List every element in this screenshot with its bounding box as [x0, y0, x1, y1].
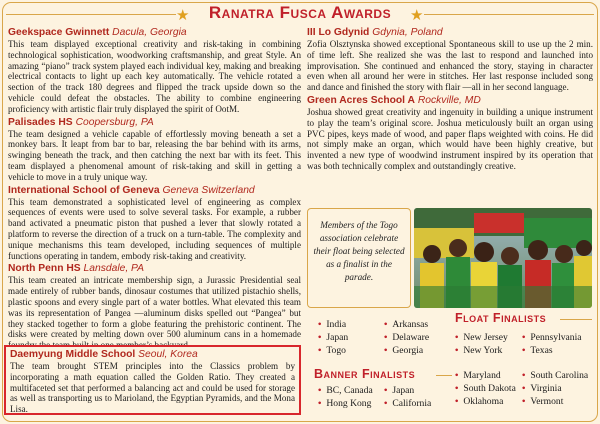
award-entry [8, 27, 301, 115]
award-entry [8, 185, 301, 262]
float-finalists-heading: Float Finalists [455, 311, 547, 325]
header [0, 0, 600, 30]
entry-description: The team brought STEM principles into the Classics problem by incorporating a math equation called the Golden Ratio. They created a multifaceted set that performed a balancing act and could be used for storage as well as transporting us to Marioland, the Egyptian Pyramids, and the Mona Lisa. [10, 361, 295, 415]
banner-finalists-col3 [455, 369, 516, 408]
team-location: Rockville, MD [417, 94, 481, 106]
team-name: Green Acres School A [307, 94, 415, 106]
list-item: • Hong Kong [318, 397, 373, 410]
star-icon: ★ [176, 6, 190, 24]
banner-heading-rule [436, 375, 452, 376]
award-entry [8, 117, 301, 183]
team-name: International School of Geneva [8, 184, 160, 196]
entry-description: The team designed a vehicle capable of effortlessly moving beneath a set a monkey bars. It leapt from bar to bar, releasing the bar behind with its arms, swinging beneath the track, and then catching the next bar with its feet. This team displayed a phenomenal amount of risk-taking and skill in getting a vehicle to move in a truly unique way. [8, 128, 301, 182]
team-name: North Penn HS [8, 263, 81, 275]
list-item: • Virginia [522, 382, 588, 395]
list-item: • Togo [318, 344, 348, 357]
list-item: • Japan [384, 384, 431, 397]
list-item: • South Dakota [455, 382, 516, 395]
team-location: Gdynia, Poland [372, 27, 443, 38]
list-item: • New Jersey [455, 331, 508, 344]
team-location: Seoul, Korea [138, 349, 198, 360]
list-item: • Japan [318, 331, 348, 344]
list-item: • South Carolina [522, 369, 588, 382]
entry-description: This team created an intricate membership sign, a Jurassic Presidential seal made entirely of rubber bands, dinosaur costumes that utilized pistachio shells, plastic spoons and every single part of a water bottles. What elevated this team was its representation of Pangea —aluminum disks spelled out “Pangea” but they stacked together to form a globe featuring the prehistoric continent. The disks were created by melting down over 500 aluminum cans in a homemade [8, 275, 301, 340]
float-heading-rule [560, 319, 592, 320]
list-item: • Georgia [384, 344, 429, 357]
list-item: • BC, Canada [318, 384, 373, 397]
page-title: Ranatra Fusca Awards [208, 3, 392, 22]
list-item: • California [384, 397, 431, 410]
banner-finalists-col2 [384, 384, 431, 410]
team-name: III Lo Gdynid [307, 27, 370, 38]
team-location: Lansdale, PA [83, 263, 145, 275]
entry-description: This team demonstrated a sophisticated level of engineering as complex sequences of events were used to solve several tasks. For example, a rubber band activated a pneumatic piston that pushed a lever that slowly rotated a platform to reverse the direction of a truck on a turn-table. The complexity and unique mechanisms this team developed, including sequences of multiple functions operating in tandem, embody risk-taking and creativity. [8, 196, 301, 261]
team-name: Palisades HS [8, 116, 73, 128]
star-icon: ★ [410, 6, 424, 24]
team-name: Daemyung Middle School [10, 349, 136, 360]
list-item: • Vermont [522, 395, 588, 408]
highlighted-entry [4, 345, 301, 415]
list-item: • Maryland [455, 369, 516, 382]
team-location: Geneva Switzerland [162, 184, 255, 196]
team-location: Coopersburg, PA [75, 116, 154, 128]
left-column [8, 27, 301, 353]
list-item: • Arkansas [384, 318, 429, 331]
list-item: • Texas [522, 344, 582, 357]
entry-description: This team displayed exceptional creativity and risk-taking in combining technological sophistication, woodworking craftsmanship, and great Style. An amazing “piano” track system played each individual key, making and breaking electrical contacts to light up each key automatically. The vehicle rotated a section of the track 180 degrees and flipped the track upside down so the vehicle could defeat the obstacles. The ability to combine engineering proficiency with artistic flair truly displayed the spirit of OotM. [8, 39, 301, 114]
list-item: • India [318, 318, 348, 331]
award-entry [8, 263, 301, 351]
entry-description: Joshua showed great creativity and ingenuity in building a unique instrument to play the team’s original score. Joshua meticulously built an organ using PVC pipes, keys made of wood, and paper flaps weighted with coins. He did not simply make an organ, which would have been highly creative, but invented a new type of woodwind instrument inspired by its operation that was both technically complex and outstandingly creative. [307, 106, 593, 171]
team-location: Dacula, Georgia [112, 27, 187, 38]
photo-caption: Members of the Togo association celebrate their float being selected as a finalist in the parade. [307, 208, 411, 308]
parade-photo [414, 208, 592, 308]
float-finalists-col3 [455, 331, 508, 357]
header-rule-left [6, 14, 176, 15]
list-item: • Delaware [384, 331, 429, 344]
entry-description: Zofia Olsztynska showed exceptional Spontaneous skill to use up the 2 min. of time left. She realized she was the last to respond and launched into improvisation. She continued and enhanced the story, staying in character even when all around her were in stitches. Her last response included song and dance and finished the story with flair —all in her second language. [307, 39, 593, 93]
banner-finalists-col4 [522, 369, 588, 408]
right-column [307, 27, 593, 174]
list-item: • Pennsylvania [522, 331, 582, 344]
header-rule-right [424, 14, 594, 15]
list-item: • Oklahoma [455, 395, 516, 408]
team-name: Geekspace Gwinnett [8, 27, 110, 38]
parade-photo-image [414, 208, 592, 308]
list-item: • New York [455, 344, 508, 357]
float-finalists-col4 [522, 331, 582, 357]
award-entry [307, 27, 593, 93]
banner-finalists-heading: Banner Finalists [314, 367, 416, 381]
award-entry [307, 95, 593, 172]
banner-finalists-col1 [318, 384, 373, 410]
float-finalists-col2 [384, 318, 429, 357]
float-finalists-col1 [318, 318, 348, 357]
